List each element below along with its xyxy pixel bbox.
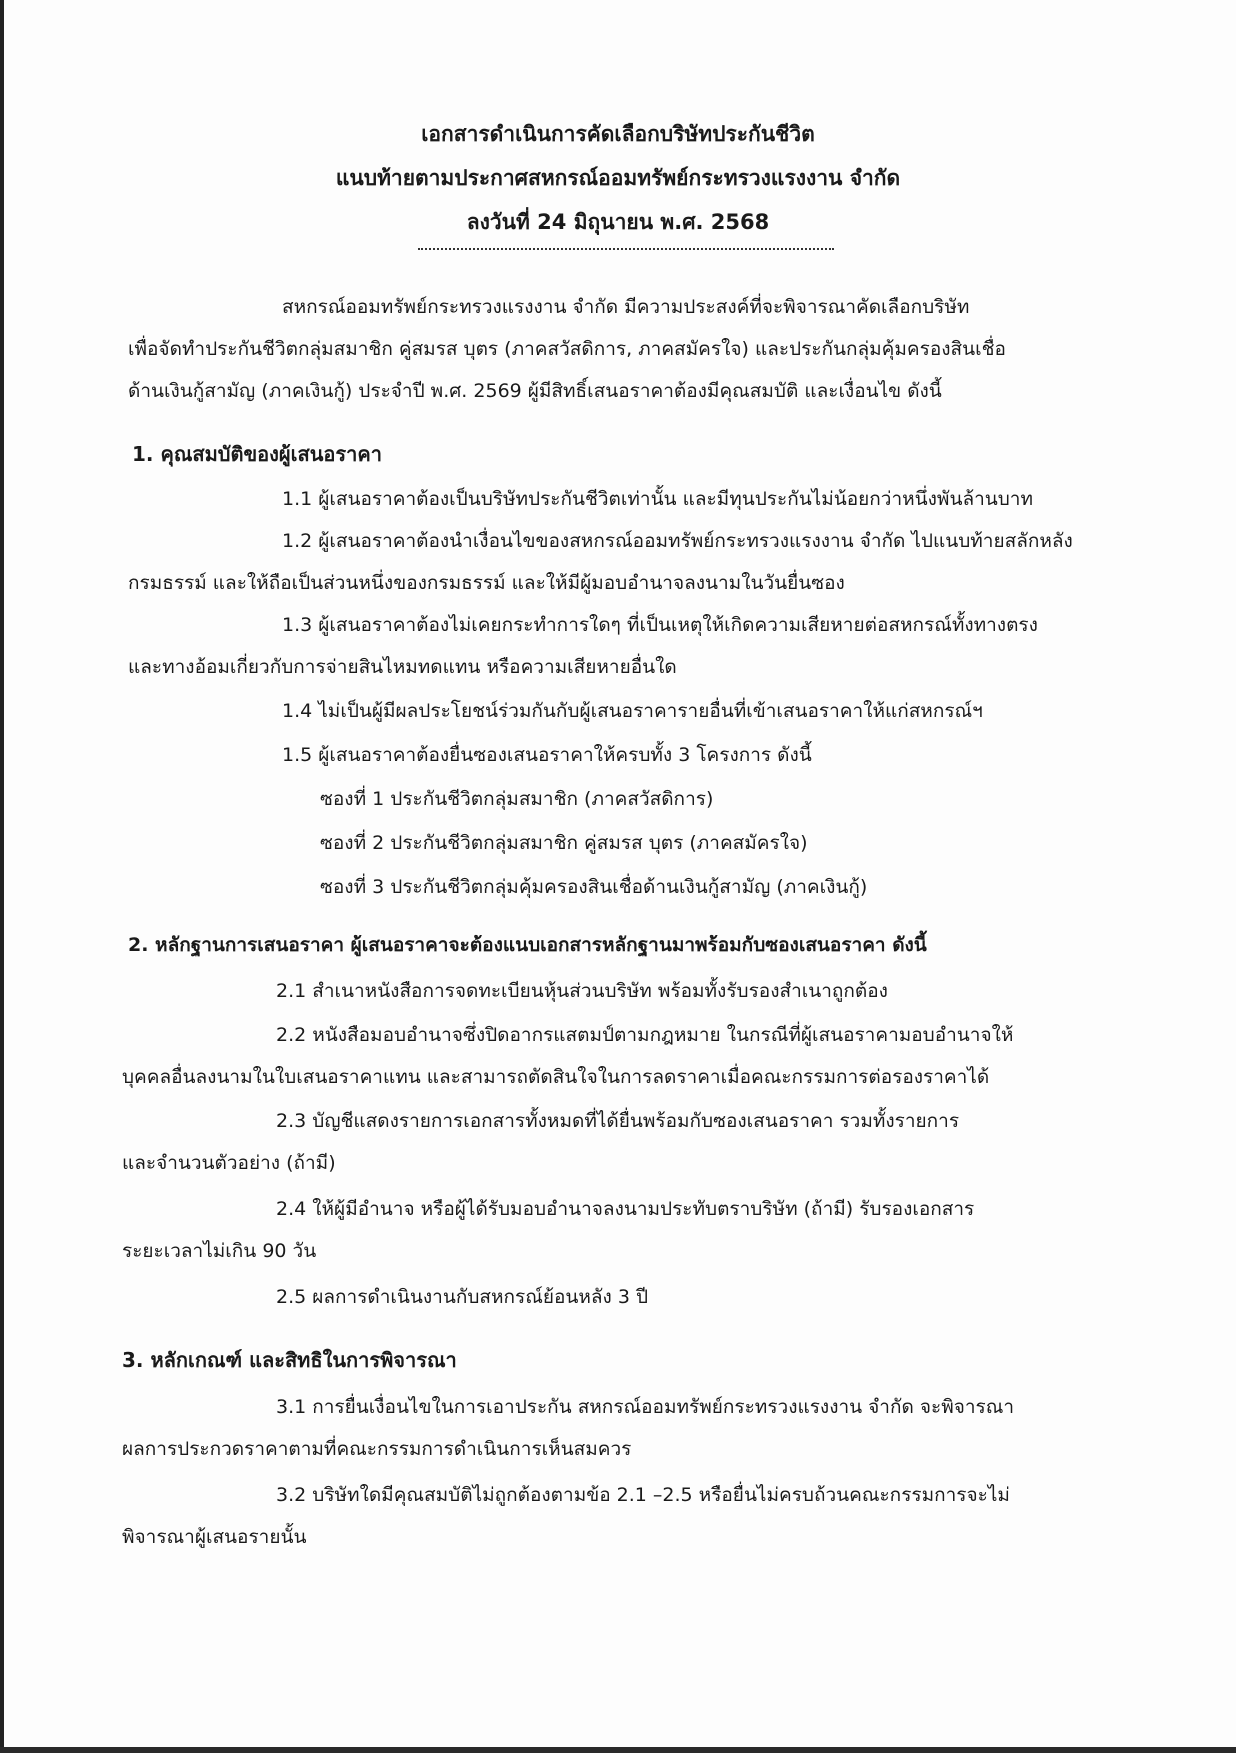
section-2-line: 2.5 ผลการดำเนินงานกับสหกรณ์ย้อนหลัง 3 ปี [276,1286,649,1308]
section-1-line: 1.2 ผู้เสนอราคาต้องนำเงื่อนไขของสหกรณ์ออมทรัพย์กระทรวงแรงงาน จำกัด ไปแนบท้ายสลักหลัง [282,530,1073,552]
section-1-line: 1.5 ผู้เสนอราคาต้องยื่นซองเสนอราคาให้ครบทั้ง 3 โครงการ ดังนี้ [282,744,812,766]
intro-line: ด้านเงินกู้สามัญ (ภาคเงินกู้) ประจำปี พ.ศ. 2569 ผู้มีสิทธิ์เสนอราคาต้องมีคุณสมบัติ และเงื่อนไข ดังนี้ [128,380,942,402]
envelope-item: ซองที่ 2 ประกันชีวิตกลุ่มสมาชิก คู่สมรส บุตร (ภาคสมัครใจ) [320,832,808,854]
title-line-2: แนบท้ายตามประกาศสหกรณ์ออมทรัพย์กระทรวงแรงงาน จำกัด [335,166,901,190]
title-line-1: เอกสารดำเนินการคัดเลือกบริษัทประกันชีวิต [421,122,815,146]
section-2-line: 2.2 หนังสือมอบอำนาจซึ่งปิดอากรแสตมป์ตามกฎหมาย ในกรณีที่ผู้เสนอราคามอบอำนาจให้ [276,1024,1014,1046]
section-2-line: บุคคลอื่นลงนามในใบเสนอราคาแทน และสามารถตัดสินใจในการลดราคาเมื่อคณะกรรมการต่อรองราคาได้ [122,1066,990,1088]
scan-bottom-edge [0,1747,1236,1753]
section-1-line: กรมธรรม์ และให้ถือเป็นส่วนหนึ่งของกรมธรรม์ และให้มีผู้มอบอำนาจลงนามในวันยื่นซอง [128,572,845,594]
envelope-item: ซองที่ 1 ประกันชีวิตกลุ่มสมาชิก (ภาคสวัสดิการ) [320,788,714,810]
section-1-line: และทางอ้อมเกี่ยวกับการจ่ายสินไหมทดแทน หรือความเสียหายอื่นใด [128,656,677,678]
section-3-line: ผลการประกวดราคาตามที่คณะกรรมการดำเนินการเห็นสมควร [122,1438,632,1460]
section-1-heading: 1. คุณสมบัติของผู้เสนอราคา [132,442,382,466]
section-2-line: และจำนวนตัวอย่าง (ถ้ามี) [122,1152,336,1174]
envelope-item: ซองที่ 3 ประกันชีวิตกลุ่มคุ้มครองสินเชื่อด้านเงินกู้สามัญ (ภาคเงินกู้) [320,876,868,898]
intro-line: เพื่อจัดทำประกันชีวิตกลุ่มสมาชิก คู่สมรส บุตร (ภาคสวัสดิการ, ภาคสมัครใจ) และประกันกลุ่มคุ้มครองสินเชื่อ [128,338,1006,360]
scan-left-edge [0,0,4,1753]
section-2-line: 2.4 ให้ผู้มีอำนาจ หรือผู้ได้รับมอบอำนาจลงนามประทับตราบริษัท (ถ้ามี) รับรองเอกสาร [276,1198,975,1220]
section-2-line: 2.3 บัญชีแสดงรายการเอกสารทั้งหมดที่ได้ยื่นพร้อมกับซองเสนอราคา รวมทั้งรายการ [276,1110,960,1132]
intro-line: สหกรณ์ออมทรัพย์กระทรวงแรงงาน จำกัด มีความประสงค์ที่จะพิจารณาคัดเลือกบริษัท [282,296,970,318]
section-1-line: 1.1 ผู้เสนอราคาต้องเป็นบริษัทประกันชีวิตเท่านั้น และมีทุนประกันไม่น้อยกว่าหนึ่งพันล้านบาท [282,488,1033,510]
section-1-line: 1.3 ผู้เสนอราคาต้องไม่เคยกระทำการใดๆ ที่เป็นเหตุให้เกิดความเสียหายต่อสหกรณ์ทั้งทางตรง [282,614,1038,636]
section-1-line: 1.4 ไม่เป็นผู้มีผลประโยชน์ร่วมกันกับผู้เสนอราคารายอื่นที่เข้าเสนอราคาให้แก่สหกรณ์ฯ [282,700,983,722]
section-3-line: 3.2 บริษัทใดมีคุณสมบัติไม่ถูกต้องตามข้อ 2.1 –2.5 หรือยื่นไม่ครบถ้วนคณะกรรมการจะไม่ [276,1484,1010,1506]
section-3-heading: 3. หลักเกณฑ์ และสิทธิในการพิจารณา [122,1348,457,1372]
title-line-3: ลงวันที่ 24 มิถุนายน พ.ศ. 2568 [466,210,770,234]
section-3-line: 3.1 การยื่นเงื่อนไขในการเอาประกัน สหกรณ์ออมทรัพย์กระทรวงแรงงาน จำกัด จะพิจารณา [276,1396,1015,1418]
section-3-line: พิจารณาผู้เสนอรายนั้น [122,1526,307,1548]
section-2-line: ระยะเวลาไม่เกิน 90 วัน [122,1240,317,1262]
section-2-line: 2.1 สำเนาหนังสือการจดทะเบียนหุ้นส่วนบริษัท พร้อมทั้งรับรองสำเนาถูกต้อง [276,980,888,1002]
dotted-separator [418,248,834,250]
section-2-heading: 2. หลักฐานการเสนอราคา ผู้เสนอราคาจะต้องแนบเอกสารหลักฐานมาพร้อมกับซองเสนอราคา ดังนี้ [128,934,927,956]
